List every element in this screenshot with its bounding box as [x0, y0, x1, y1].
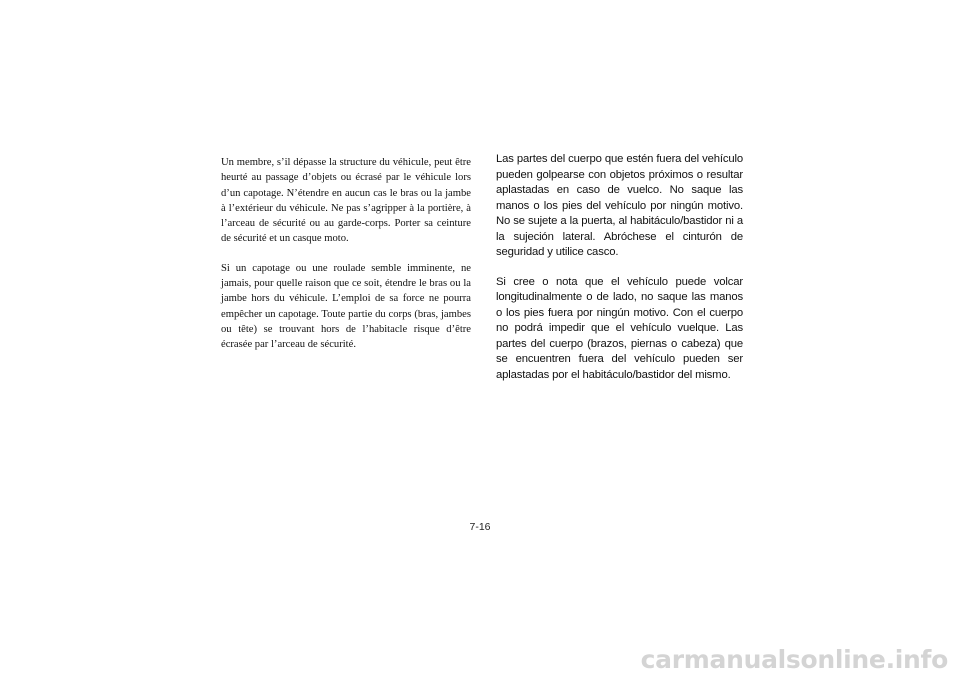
- page-number: 7-16: [469, 521, 491, 533]
- watermark-text: carmanualsonline.info: [640, 645, 948, 674]
- french-paragraph-2: Si un capotage ou une roulade semble imminente, ne jamais, pour quelle raison que ce soit, étendre le bras ou la jambe hors du véhicule. L’emploi de sa force ne pourra empêcher un capotage. Toute partie du corps (bras, jambes ou tête) se trouvant hors de l’habitacle risque d’être écrasée par l’arceau de sécurité.: [221, 262, 471, 351]
- french-column: [221, 155, 471, 367]
- spanish-paragraph-2: Si cree o nota que el vehículo puede volcar longitudinalmente o de lado, no saque las manos o los pies fuera por ningún motivo. Con el cuerpo no podrá impedir que el vehículo vuelque. Las partes del cuerpo (brazos, piernas o cabeza) que se encuentren fuera del vehículo pueden ser aplastadas por el habitáculo/bastidor del mismo.: [496, 275, 743, 381]
- french-paragraph-1: Un membre, s’il dépasse la structure du véhicule, peut être heurté au passage d’objets ou écrasé par le véhicule lors d’un capotage. N’étendre en aucun cas le bras ou la jambe à l’extérieur du véhicule. Ne pas s’agripper à la portière, à l’arceau de sécurité ou au garde-corps. Porter sa ceinture de sécurité et un casque moto.: [221, 157, 471, 245]
- spanish-paragraph-1: Las partes del cuerpo que estén fuera del vehículo pueden golpearse con objetos próximos o resultar aplastadas en caso de vuelco. No saque las manos o los pies del vehículo por ningún motivo. No se sujete a la puerta, al habitáculo/bastidor ni a la sujeción lateral. Abróchese el cinturón de seguridad y utilice casco.: [496, 153, 743, 258]
- spanish-column: [496, 152, 743, 397]
